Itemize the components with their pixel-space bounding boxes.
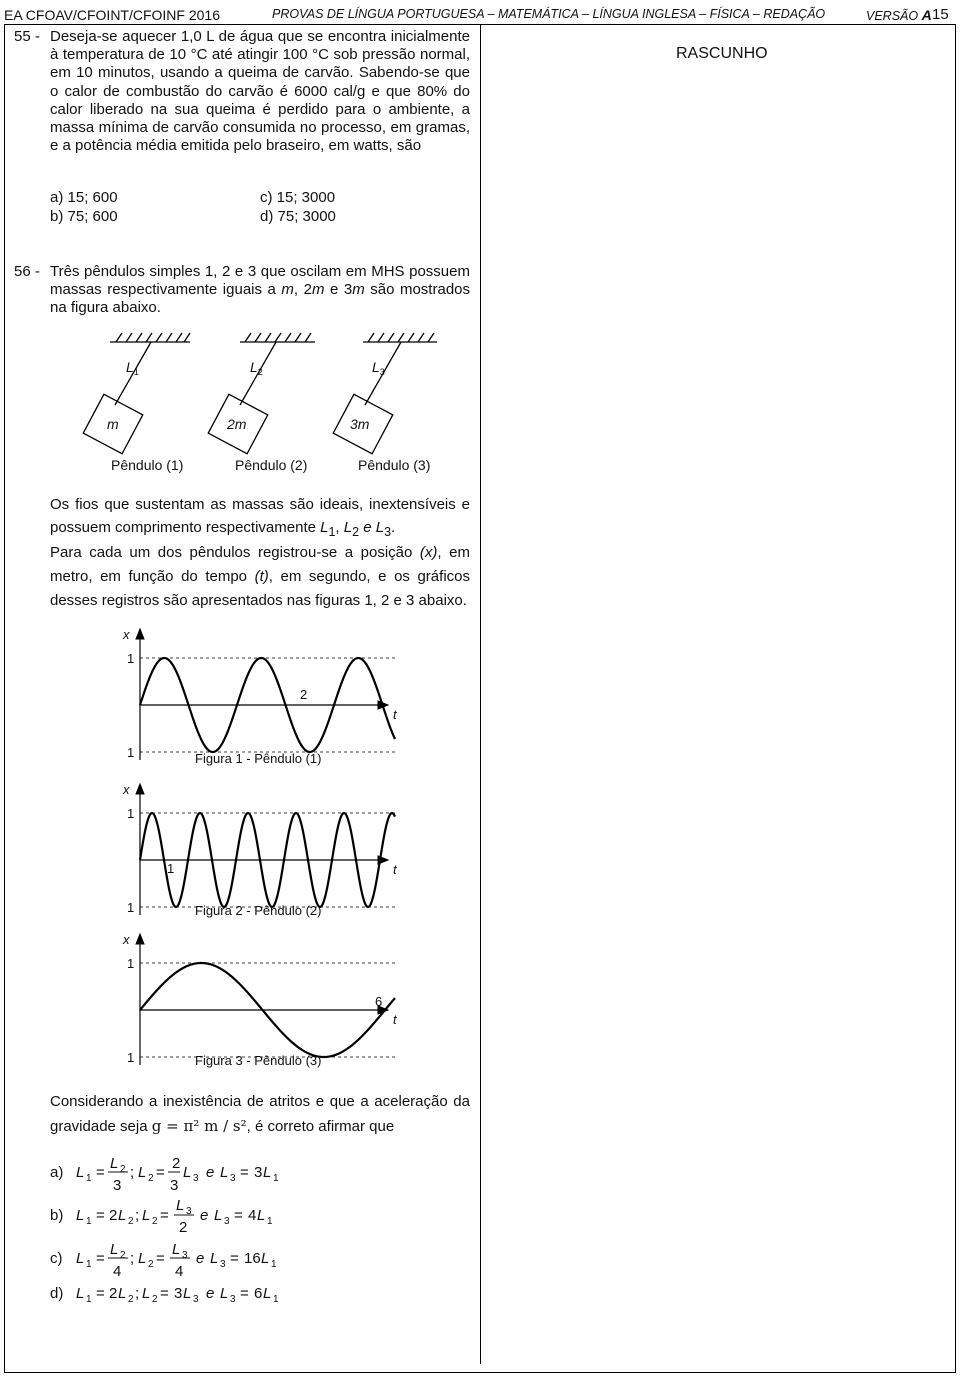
svg-text:1: 1 [273,1294,279,1305]
ceiling-2 [240,333,315,342]
graph-2 [122,782,398,918]
svg-text:3: 3 [224,1216,230,1227]
q55-option-a[interactable]: a) 15; 600 [50,189,118,206]
svg-text:3: 3 [230,1294,236,1305]
page-header [4,2,956,24]
column-divider [480,24,481,1364]
svg-text:=: = [234,1207,243,1224]
svg-text:3: 3 [174,1285,183,1302]
ceiling-3 [363,333,437,342]
y-top-label: 1 [127,956,135,971]
q56-intro-text-1: Três pêndulos simples 1, 2 e 3 que oscilam em MHS possuem massas respectivamente iguais a [50,263,470,299]
q56-intro-text-2: , 2 [293,281,312,299]
version-letter: A [921,7,932,23]
q56-option-d[interactable] [50,1285,279,1305]
q56-considering [50,1090,470,1139]
q55-option-c[interactable]: c) 15; 3000 [260,189,336,206]
svg-text:1: 1 [86,1294,92,1305]
y-axis-label: x [123,932,130,947]
svg-text:L: L [118,1207,127,1224]
mass-label-3: 3m [350,416,370,432]
q56-paragraph-1 [50,494,470,543]
svg-text:L: L [263,1164,272,1181]
exam-code: EA CFOAV/CFOINT/CFOINF 2016 [4,7,221,23]
svg-text:L: L [76,1250,85,1267]
svg-text:2: 2 [152,1216,158,1227]
svg-text:=: = [160,1207,169,1224]
svg-text:1: 1 [271,1259,277,1270]
sub-1: 1 [328,524,336,539]
svg-text:3: 3 [254,1164,263,1181]
svg-text:2: 2 [109,1285,118,1302]
svg-text:c): c) [50,1250,63,1267]
page-number: 15 [932,6,949,23]
svg-text:1: 1 [86,1173,92,1184]
svg-text:=: = [240,1164,249,1181]
q55-option-d[interactable]: d) 75; 3000 [260,208,336,225]
graph-caption: Figura 2 - Pêndulo (2) [195,903,322,918]
svg-text:16: 16 [244,1250,261,1267]
pendulums-figure [80,325,450,475]
x-axis-label: t [393,1012,397,1027]
version-label: VERSÃO [866,9,919,23]
svg-text:2: 2 [172,1155,181,1172]
exam-version [866,7,932,23]
svg-text:2: 2 [128,1216,134,1227]
svg-text:L: L [142,1285,151,1302]
svg-text:2: 2 [120,1164,126,1175]
svg-text:L: L [138,1250,147,1267]
svg-text:d): d) [50,1285,64,1302]
svg-text:1: 1 [267,1216,273,1227]
svg-text:=: = [156,1250,165,1267]
svg-text:2: 2 [120,1250,126,1261]
para2-text-1: Para cada um dos pêndulos registrou-se a posição [50,544,420,561]
gravity-value: g = π² m / s² [151,1117,247,1135]
y-top-label: 1 [127,806,135,821]
para2-text-3: , em segundo, e os gráficos desses registros são apresentados nas figuras 1, 2 e 3 abaixo. [50,568,470,609]
svg-text:4: 4 [113,1263,122,1280]
svg-text:L: L [176,1197,185,1214]
mass-label-2: 2m [227,416,247,432]
y-bottom-label: 1 [127,745,135,760]
svg-text:=: = [96,1285,105,1302]
svg-text:=: = [240,1285,249,1302]
svg-text:L: L [261,1250,270,1267]
svg-text:L: L [76,1207,85,1224]
svg-text:e: e [200,1207,209,1224]
graphs-figure [110,625,420,1075]
svg-text:L: L [183,1164,192,1181]
q56-intro-mass-m: m [281,281,294,299]
svg-text:L: L [172,1241,181,1258]
svg-text:1: 1 [86,1259,92,1270]
svg-text:2: 2 [109,1207,118,1224]
conj-e: e [359,518,376,536]
q56-paragraph-2 [50,541,470,613]
y-axis-arrow [136,784,144,794]
q56-options [48,1150,378,1310]
svg-text:2: 2 [128,1294,134,1305]
x-axis-label: t [393,862,397,877]
y-bottom-label: 1 [127,900,135,915]
y-axis-label: x [123,782,130,797]
svg-text:4: 4 [175,1263,184,1280]
x-tick-label: 1 [167,861,175,876]
var-L2: L [343,518,353,536]
svg-text:3: 3 [186,1206,192,1217]
svg-text:L: L [76,1164,85,1181]
svg-text:3: 3 [220,1259,226,1270]
string-label-2: $L_2$ [250,359,263,377]
mass-label-1: m [107,416,119,432]
svg-text:L: L [257,1207,266,1224]
svg-text:;: ; [130,1164,135,1181]
svg-text:3: 3 [193,1173,199,1184]
q55-option-b[interactable]: b) 75; 600 [50,208,118,225]
svg-text:;: ; [135,1207,140,1224]
considering-text-1: Considerando a inexistência de atritos e que a aceleração da gravidade seja [50,1093,470,1135]
svg-text:3: 3 [182,1250,188,1261]
svg-text:4: 4 [248,1207,257,1224]
var-L3: L [375,518,385,536]
graph-1 [122,627,398,766]
svg-text:2: 2 [148,1173,154,1184]
para2-text-2: , em metro, em função do tempo [50,544,470,585]
svg-text:=: = [156,1164,165,1181]
svg-text:L: L [214,1207,223,1224]
considering-text-2: , é correto afirmar que [246,1118,395,1135]
pendulum-caption-3: Pêndulo (3) [358,457,431,473]
svg-text:2: 2 [179,1219,188,1236]
y-axis-arrow [136,629,144,639]
var-x: (x) [419,544,438,561]
svg-text:1: 1 [273,1173,279,1184]
var-t: (t) [254,568,269,585]
q55-text: Deseja-se aquecer 1,0 L de água que se encontra inicialmente à temperatura de 10 °C até atingir 100 °C sob pressão normal, em 10 minutos, usando a queima de carvão. Sabendo-se que o calor de combustão do carvão é 6000 cal/g e que 80% do calor liberado na sua queima é perdido para o ambiente, a massa mínima de carvão consumida no processo, em gramas, e a potência média emitida pelo braseiro, em watts, são [50,28,470,155]
svg-text:3: 3 [230,1173,236,1184]
svg-text:1: 1 [86,1216,92,1227]
pendulum-caption-1: Pêndulo (1) [111,457,184,473]
svg-text:=: = [160,1285,169,1302]
q56-intro [50,263,470,318]
svg-text:2: 2 [148,1259,154,1270]
svg-text:2: 2 [152,1294,158,1305]
svg-text:3: 3 [170,1177,179,1194]
comma: , [335,518,344,536]
string-label-1: $L_1$ [126,359,139,377]
q56-option-c[interactable] [50,1241,277,1280]
svg-text:L: L [183,1285,192,1302]
svg-text:;: ; [135,1285,140,1302]
graph-3 [122,932,398,1068]
svg-text:;: ; [130,1250,135,1267]
ceiling-1 [110,333,190,342]
var-L1: L [320,518,329,536]
svg-text:L: L [110,1241,119,1258]
q56-intro-text-4: são mostrados na figura abaixo. [50,281,470,317]
svg-text:=: = [96,1164,105,1181]
svg-text:L: L [110,1155,119,1172]
q55-number: 55 - [14,28,40,45]
svg-text:L: L [210,1250,219,1267]
para1-text: Os fios que sustentam as massas são ideais, inextensíveis e possuem comprimento respectivamente [50,496,470,536]
y-top-label: 1 [127,651,135,666]
pendulum-caption-2: Pêndulo (2) [235,457,308,473]
y-axis-arrow [136,934,144,944]
svg-text:3: 3 [113,1177,122,1194]
string-label-3: $L_3$ [372,359,385,377]
draft-label: RASCUNHO [676,45,768,62]
svg-text:L: L [118,1285,127,1302]
svg-text:e: e [196,1250,205,1267]
x-tick-label: 2 [300,687,308,702]
exam-subjects: PROVAS DE LÍNGUA PORTUGUESA – MATEMÁTICA – LÍNGUA INGLESA – FÍSICA – REDAÇÃO [272,7,826,21]
svg-text:=: = [96,1250,105,1267]
q56-number: 56 - [14,263,40,280]
svg-text:L: L [220,1285,229,1302]
svg-text:L: L [220,1164,229,1181]
q56-intro-mass-2m: m [311,281,325,299]
svg-text:a): a) [50,1164,64,1181]
svg-text:L: L [76,1285,85,1302]
y-axis-label: x [123,627,130,642]
svg-text:L: L [263,1285,272,1302]
svg-text:L: L [138,1164,147,1181]
svg-text:b): b) [50,1207,64,1224]
graph-caption: Figura 1 - Pêndulo (1) [195,751,322,766]
svg-text:3: 3 [193,1294,199,1305]
q56-intro-mass-3m: m [352,281,365,299]
svg-text:e: e [206,1285,215,1302]
q56-option-a[interactable] [50,1155,279,1194]
svg-text:e: e [206,1164,215,1181]
svg-text:6: 6 [254,1285,263,1302]
q56-option-b[interactable] [50,1197,273,1236]
graph-caption: Figura 3 - Pêndulo (3) [195,1053,322,1068]
sub-2: 2 [352,524,360,539]
x-axis-label: t [393,707,397,722]
svg-text:=: = [96,1207,105,1224]
svg-text:L: L [142,1207,151,1224]
sub-3: 3 [384,524,392,539]
svg-text:=: = [230,1250,239,1267]
period: . [391,518,396,536]
q56-intro-text-3: e 3 [324,281,353,299]
y-bottom-label: 1 [127,1050,135,1065]
x-tick-label: 6 [375,994,383,1009]
